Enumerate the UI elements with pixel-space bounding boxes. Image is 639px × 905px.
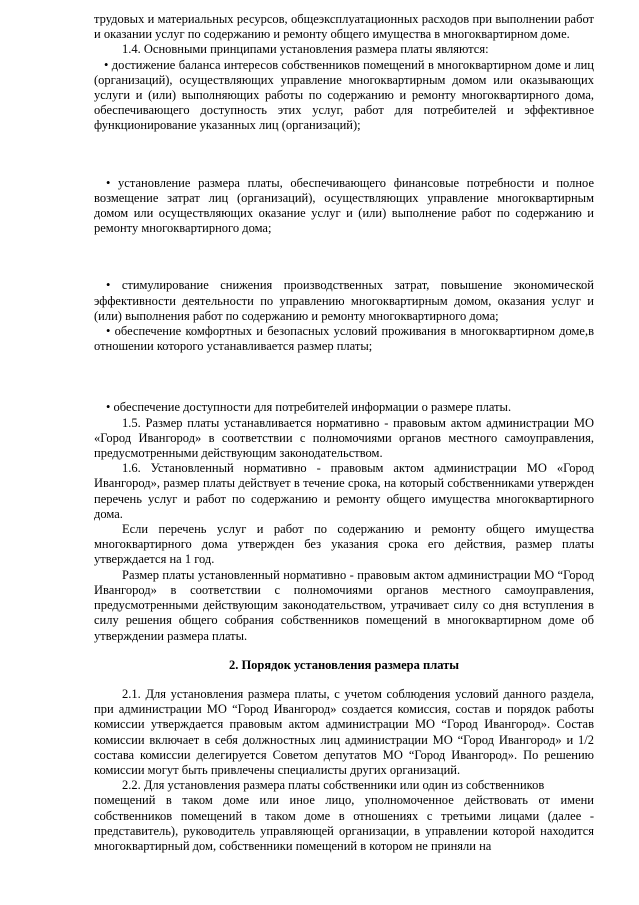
paragraph-intro: трудовых и материальных ресурсов, общеэксплуатационных расходов при выполнении работ и оказании услуг по содержанию и ремонту общего имущества в многоквартирном доме. bbox=[94, 12, 594, 42]
paragraph-2-2-first-line: 2.2. Для установления размера платы собственники или один из собственников bbox=[122, 778, 545, 793]
paragraph-term: Если перечень услуг и работ по содержанию и ремонту общего имущества многоквартирного дома утвержден без указания срока его действия, размер платы утверждается на 1 год. bbox=[94, 522, 594, 567]
bullet-stimulation: • стимулирование снижения производственных затрат, повышение экономической эффективности деятельности по управлению многоквартирным домом, оказания услуг и (или) выполнения работ по содержанию и ремонту многоквартирного дома; bbox=[94, 278, 594, 323]
spacer bbox=[94, 236, 594, 278]
paragraph-2-1: 2.1. Для установления размера платы, с учетом соблюдения условий данного раздела, при администрации МО “Город Ивангород» создается комиссия, состав и порядок работы комиссии утверждается правовым актом администрации МО “Город Ивангород». Состав комиссии включает в себя должностных лиц администрации МО “Город Ивангород» и 1/2 состава комиссии делегируется Советом депутатов МО “Город Ивангород». По решению комиссии могут быть привлечены специалисты других организаций. bbox=[94, 686, 594, 777]
spacer bbox=[94, 134, 594, 176]
paragraph-1-6: 1.6. Установленный нормативно - правовым актом администрации МО «Город Ивангород», размер платы действует в течение срока, на который собственниками утвержден перечень услуг и работ по содержанию и ремонту общего имущества многоквартирного дома. bbox=[94, 461, 594, 521]
bullet-financial: • установление размера платы, обеспечивающего финансовые потребности и полное возмещение затрат лиц (организаций), осуществляющих управление многоквартирным домом или осуществляющих оказание услуг и (или) выполнение работ по содержанию и ремонту многоквартирного дома; bbox=[94, 175, 594, 236]
paragraph-2-2-continued: помещений в таком доме или иное лицо, уполномоченное действовать от имени собственников помещений в таком доме в отношениях с третьими лицами (далее - представитель), руководитель управляющей организации, в управлении которой находится многоквартирный дом, собственники помещений в котором не приняли на bbox=[94, 793, 594, 853]
document-page bbox=[94, 12, 594, 854]
spacer bbox=[94, 354, 594, 400]
bullet-information: • обеспечение доступности для потребителей информации о размере платы. bbox=[106, 400, 512, 415]
paragraph-1-5: 1.5. Размер платы устанавливается нормативно - правовым актом администрации МО «Город Ивангород» в соответствии с полномочиями органов местного самоуправления, предусмотренными действующим законодательством. bbox=[94, 415, 594, 461]
paragraph-size: Размер платы установленный нормативно - правовым актом администрации МО “Город Ивангород» в соответствии с полномочиями органов местного самоуправления, предусмотренными действующим законодательством, утрачивает силу со дня вступления в силу решения общего собрания собственников помещений в многоквартирном доме об утверждении размера платы. bbox=[94, 567, 594, 643]
bullet-comfort: • обеспечение комфортных и безопасных условий проживания в многоквартирном доме,в отношении которого устанавливается размер платы; bbox=[94, 324, 594, 354]
section-heading-2: 2. Порядок установления размера платы bbox=[228, 657, 460, 672]
bullet-balance: • достижение баланса интересов собственников помещений в многоквартирном доме и лиц (организаций), осуществляющих управление многоквартирным домом или оказывающих услуги и (или) выполняющих работы по содержанию и ремонту многоквартирного дома, обеспечивающего доступность этих услуг, работ для потребителей и эффективное функционирование указанных лиц (организаций); bbox=[94, 57, 594, 133]
paragraph-1-4: 1.4. Основными принципами установления размера платы являются: bbox=[122, 42, 489, 57]
